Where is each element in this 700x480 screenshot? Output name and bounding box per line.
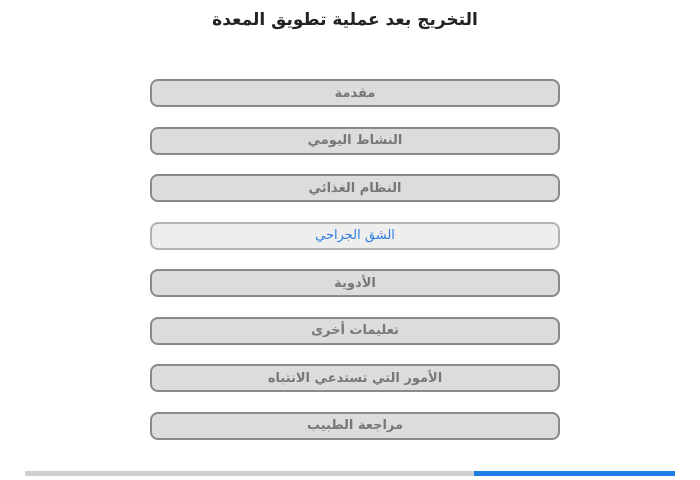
menu-item-introduction[interactable]: مقدمة <box>150 79 560 107</box>
menu-item-medications[interactable]: الأدوية <box>150 269 560 297</box>
menu-item-other-instructions[interactable]: تعليمات أخرى <box>150 317 560 345</box>
menu-item-daily-activity[interactable]: النشاط اليومي <box>150 127 560 155</box>
progress-bar-fill <box>474 471 676 476</box>
menu-item-surgical-incision[interactable]: الشق الجراحي <box>150 222 560 250</box>
menu-item-doctor-followup[interactable]: مراجعة الطبيب <box>150 412 560 440</box>
menu-item-warning-signs[interactable]: الأمور التي تستدعي الانتباه <box>150 364 560 392</box>
menu-item-diet[interactable]: النظام الغذائي <box>150 174 560 202</box>
section-menu <box>150 79 560 459</box>
page-title: التخريج بعد عملية تطويق المعدة <box>212 10 478 30</box>
progress-bar <box>25 471 675 476</box>
